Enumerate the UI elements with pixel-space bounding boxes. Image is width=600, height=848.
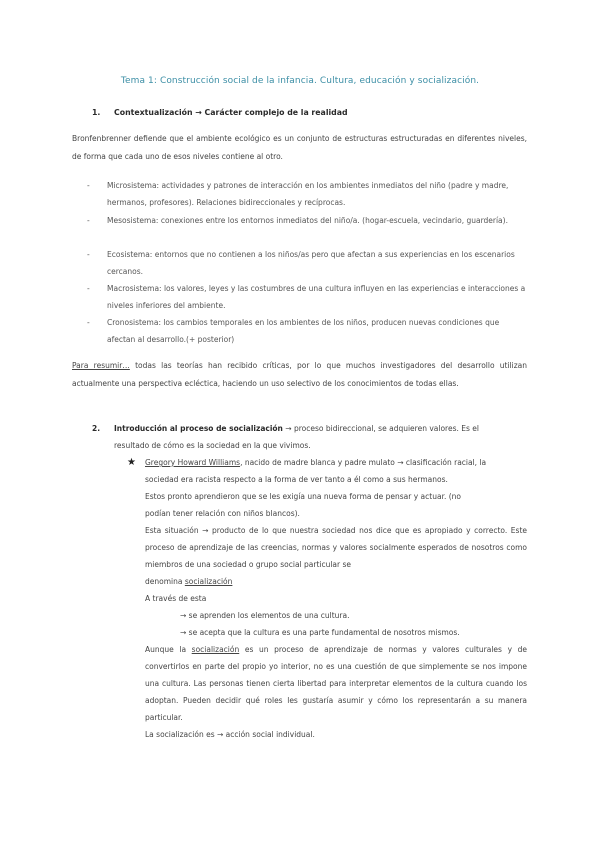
- arrow-item-1: → se aprenden los elementos de una cultura.: [180, 611, 350, 620]
- bullet-text: Microsistema: actividades y patrones de interacción en los ambientes inmediatos del niño (padre y madre, hermanos, profesores). Relaciones bidireccionales y recíprocas.: [107, 181, 509, 207]
- section-2-heading-rest: → proceso bidireccional, se adquieren valores. Es el: [282, 424, 479, 433]
- bullet-mesosistema: [87, 212, 527, 229]
- summary-text: todas las teorías han recibido críticas, por lo que muchos investigadores del desarrollo utilizan actualmente una perspectiva ecléctica, haciendo un uso selectivo de los conocimientos de todas ellas.: [72, 361, 527, 388]
- socializacion-term-2: socialización: [191, 645, 240, 654]
- section-2-heading-cont: resultado de cómo es la sociedad en la que vivimos.: [114, 441, 311, 450]
- star-line-3: Estos pronto aprendieron que se les exigía una nueva forma de pensar y actuar. (no: [145, 492, 461, 501]
- bullet-microsistema: [87, 177, 527, 211]
- section-2-number: 2.: [92, 424, 101, 433]
- closing-line: La socialización es → acción social individual.: [145, 730, 315, 739]
- paragraph-situation-end: [145, 573, 232, 590]
- bullet-text: Macrosistema: los valores, leyes y las costumbres de una cultura influyen en las experiencias e interacciones a niveles inferiores del ambiente.: [107, 284, 526, 310]
- paragraph-aunque: [145, 641, 527, 726]
- section-2-heading: [92, 420, 479, 437]
- summary-label: Para resumir…: [72, 361, 130, 370]
- aunque-rest: es un proceso de aprendizaje de normas y valores culturales y de convertirlos en parte del propio yo interior, no es una cuestión de que simplemente se nos impone una cultura. Las personas tienen cierta libertad para interpretar elementos de la cultura cuando los adoptan. Pueden decidir qué roles les gustaría asumir y cómo los representarán a su manera particular.: [145, 645, 527, 722]
- bullet-dash: -: [87, 284, 90, 293]
- summary-paragraph: [72, 357, 527, 392]
- star-line-2: sociedad era racista respecto a la forma de ver tanto a él como a sus hermanos.: [145, 475, 448, 484]
- section-1-number: 1.: [92, 108, 101, 117]
- bullet-macrosistema: [87, 280, 527, 314]
- bullet-text: Cronosistema: los cambios temporales en los ambientes de los niños, producen nuevas condiciones que afectan al desarrollo.(+ posterior): [107, 318, 500, 344]
- gregory-williams-name: Gregory Howard Williams: [145, 458, 241, 467]
- bullet-dash: -: [87, 181, 90, 190]
- bullet-dash: -: [87, 216, 90, 225]
- bullet-dash: -: [87, 318, 90, 327]
- star-text: , nacido de madre blanca y padre mulato → clasificación racial, la: [240, 458, 487, 467]
- star-icon: ★: [127, 457, 136, 468]
- denomina-text: denomina: [145, 577, 185, 586]
- star-line-4: podían tener relación con niños blancos).: [145, 509, 300, 518]
- section-1-title: Contextualización → Carácter complejo de la realidad: [114, 108, 348, 117]
- arrow-item-2: → se acepta que la cultura es una parte fundamental de nosotros mismos.: [180, 628, 460, 637]
- aunque-start: Aunque la: [145, 645, 192, 654]
- through-text: A través de esta: [145, 594, 207, 603]
- document-title: Tema 1: Construcción social de la infancia. Cultura, educación y socialización.: [120, 76, 480, 86]
- socializacion-term: socialización: [184, 577, 233, 586]
- bullet-ecosistema: [87, 246, 527, 280]
- paragraph-situation: Esta situación → producto de lo que nuestra sociedad nos dice que es apropiado y correcto. Este proceso de aprendizaje de las creencias, normas y valores socialmente esperados de nosotros como miembros de una sociedad o grupo social particular se: [145, 526, 527, 569]
- section-1-intro: Bronfenbrenner defiende que el ambiente ecológico es un conjunto de estructuras estructuradas en diferentes niveles, de forma que cada uno de esos niveles contiene al otro.: [72, 134, 527, 161]
- bullet-dash: -: [87, 250, 90, 259]
- section-2-title: Introducción al proceso de socialización: [114, 424, 283, 433]
- star-line-1: [145, 454, 486, 471]
- bullet-cronosistema: [87, 314, 527, 348]
- bullet-text: Mesosistema: conexiones entre los entornos inmediatos del niño/a. (hogar-escuela, vecindario, guardería).: [107, 216, 508, 225]
- bullet-text: Ecosistema: entornos que no contienen a los niños/as pero que afectan a sus experiencias en los escenarios cercanos.: [107, 250, 515, 276]
- section-1-heading: [92, 108, 348, 117]
